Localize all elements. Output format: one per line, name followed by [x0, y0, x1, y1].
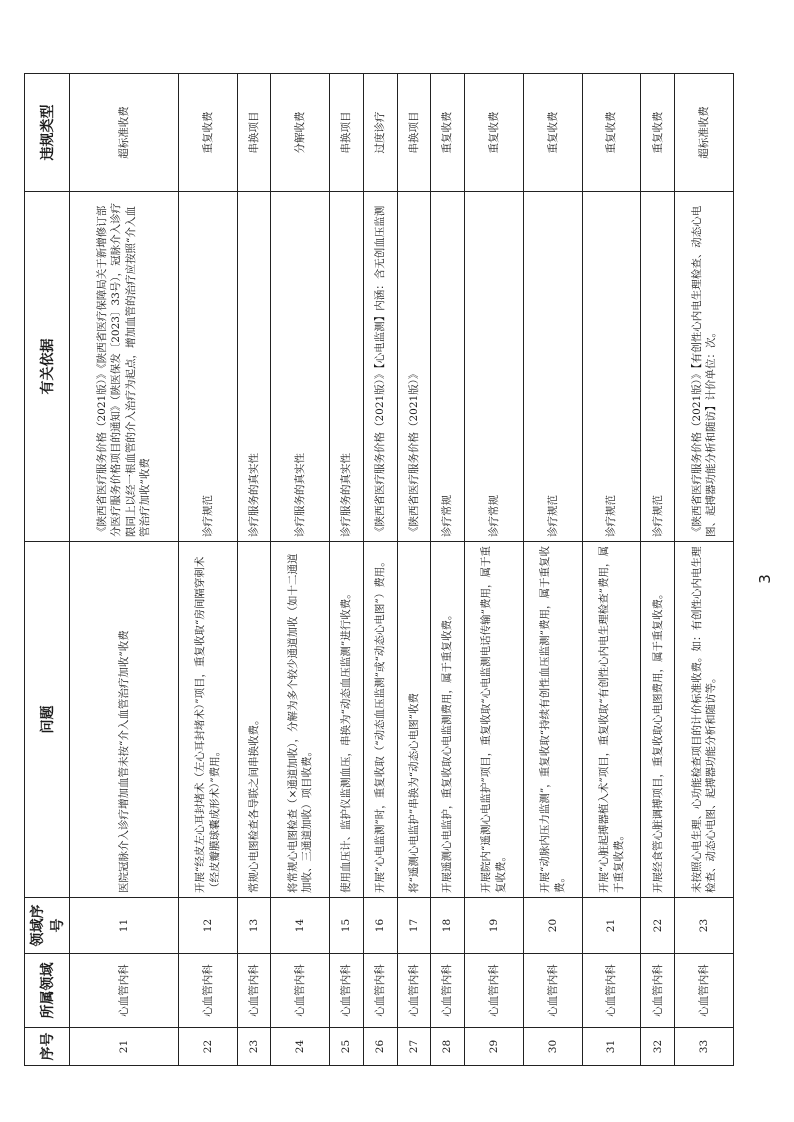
- row-issue: 开展“经皮左心耳封堵术（左心耳封堵术）”项目，重复收取“房间隔穿刺术（经皮瓣膜球囊成形术）”费用。: [178, 542, 237, 898]
- table-row: [397, 74, 431, 1066]
- row-index: 27: [397, 1028, 431, 1066]
- row-issue: 未按照心电生理、心功能检查项目的计价标准收费。如：有创性心内电生理检查、动态心电图、起搏器功能分析和随访等。: [675, 542, 734, 898]
- table-row: [363, 74, 397, 1066]
- row-domain: 心血管内科: [523, 954, 582, 1028]
- row-index: 28: [431, 1028, 465, 1066]
- row-domain-index: 15: [330, 898, 364, 954]
- table-row: [675, 74, 734, 1066]
- table-row: [582, 74, 641, 1066]
- header-domain: 所属领域: [25, 954, 70, 1028]
- table-row: [178, 74, 237, 1066]
- table-row: [70, 74, 179, 1066]
- row-basis: 诊疗服务的真实性: [237, 192, 271, 542]
- table-row: [237, 74, 271, 1066]
- row-domain: 心血管内科: [271, 954, 330, 1028]
- header-basis: 有关依据: [25, 192, 70, 542]
- row-basis: 诊疗规范: [582, 192, 641, 542]
- table-row: [271, 74, 330, 1066]
- row-basis: 诊疗规范: [641, 192, 675, 542]
- row-basis: 诊疗服务的真实性: [271, 192, 330, 542]
- row-basis: 《陕西省医疗服务价格（2021版）》: [397, 192, 431, 542]
- row-domain: 心血管内科: [397, 954, 431, 1028]
- row-violation-type: 重复收费: [641, 74, 675, 192]
- row-basis: 《陕西省医疗服务价格（2021版）》《陕西省医疗保障局关于新增修订部分医疗服务价格项目的通知》（陕医保发〔2023〕33号），冠脉介入诊疗限同上以经一根血管的介入治疗为起点，增加血管的治疗应按照“介入血管治疗加收”收费: [70, 192, 179, 542]
- row-domain: 心血管内科: [465, 954, 524, 1028]
- row-violation-type: 分解收费: [271, 74, 330, 192]
- row-index: 30: [523, 1028, 582, 1066]
- row-violation-type: 重复收费: [431, 74, 465, 192]
- row-index: 26: [363, 1028, 397, 1066]
- header-violation-type: 违规类型: [25, 74, 70, 192]
- row-violation-type: 超标准收费: [675, 74, 734, 192]
- row-domain-index: 19: [465, 898, 524, 954]
- row-domain-index: 23: [675, 898, 734, 954]
- header-domain-index: 领域序号: [25, 898, 70, 954]
- row-index: 32: [641, 1028, 675, 1066]
- row-domain: 心血管内科: [363, 954, 397, 1028]
- row-domain-index: 16: [363, 898, 397, 954]
- row-domain-index: 11: [70, 898, 179, 954]
- row-basis: 诊疗规范: [523, 192, 582, 542]
- table-row: [330, 74, 364, 1066]
- row-domain-index: 18: [431, 898, 465, 954]
- row-violation-type: 重复收费: [178, 74, 237, 192]
- header-index: 序号: [25, 1028, 70, 1066]
- row-domain: 心血管内科: [237, 954, 271, 1028]
- row-index: 22: [178, 1028, 237, 1066]
- row-basis: 诊疗常规: [431, 192, 465, 542]
- row-domain-index: 14: [271, 898, 330, 954]
- page-number: 3: [755, 574, 774, 584]
- table-row: [523, 74, 582, 1066]
- row-issue: 开展“动脉内压力监测”，重复收取“持续有创性血压监测”费用，属于重复收费。: [523, 542, 582, 898]
- row-violation-type: 串换项目: [397, 74, 431, 192]
- row-domain: 心血管内科: [330, 954, 364, 1028]
- row-index: 24: [271, 1028, 330, 1066]
- row-basis: 诊疗服务的真实性: [330, 192, 364, 542]
- table-row: [641, 74, 675, 1066]
- row-domain: 心血管内科: [675, 954, 734, 1028]
- row-basis: 诊疗规范: [178, 192, 237, 542]
- row-issue: 开展经食管心脏调搏项目，重复收取心电图费用，属于重复收费。: [641, 542, 675, 898]
- row-index: 31: [582, 1028, 641, 1066]
- header-issue: 问题: [25, 542, 70, 898]
- table-row: [465, 74, 524, 1066]
- row-violation-type: 重复收费: [465, 74, 524, 192]
- row-issue: 常规心电图检查各导联之间串换收费。: [237, 542, 271, 898]
- row-issue: 开展院内“遥测心电监护”项目，重复收取“心电监测电话传输”费用，属于重复收费。: [465, 542, 524, 898]
- row-domain-index: 12: [178, 898, 237, 954]
- row-issue: 开展“心电监测”时，重复收取（“动态血压监测”或“动态心电图”）费用。: [363, 542, 397, 898]
- rotated-table-wrapper: [24, 74, 734, 1066]
- table-header-row: [25, 74, 70, 1066]
- row-domain: 心血管内科: [582, 954, 641, 1028]
- row-domain-index: 13: [237, 898, 271, 954]
- row-violation-type: 超标准收费: [70, 74, 179, 192]
- row-domain-index: 22: [641, 898, 675, 954]
- row-domain: 心血管内科: [431, 954, 465, 1028]
- row-domain: 心血管内科: [641, 954, 675, 1028]
- row-issue: 将常规心电图检查（×通道加收），分解为多个较少通道加收（如十二通道加收、三通道加收）项目收费。: [271, 542, 330, 898]
- row-domain-index: 21: [582, 898, 641, 954]
- row-violation-type: 过度诊疗: [363, 74, 397, 192]
- row-violation-type: 串换项目: [237, 74, 271, 192]
- row-basis: 《陕西省医疗服务价格（2021版）》【心电监测】内涵：含无创血压监测: [363, 192, 397, 542]
- row-basis: 诊疗常规: [465, 192, 524, 542]
- row-issue: 将“遥测心电监护”串换为“动态心电图”收费: [397, 542, 431, 898]
- row-index: 21: [70, 1028, 179, 1066]
- row-index: 25: [330, 1028, 364, 1066]
- violations-table: [24, 73, 734, 1066]
- row-index: 29: [465, 1028, 524, 1066]
- row-violation-type: 重复收费: [582, 74, 641, 192]
- row-issue: 医院冠脉介入诊疗增加血管未按“介入血管治疗加收”收费: [70, 542, 179, 898]
- row-violation-type: 重复收费: [523, 74, 582, 192]
- row-index: 33: [675, 1028, 734, 1066]
- row-index: 23: [237, 1028, 271, 1066]
- table-row: [431, 74, 465, 1066]
- row-domain: 心血管内科: [70, 954, 179, 1028]
- row-domain: 心血管内科: [178, 954, 237, 1028]
- row-violation-type: 串换项目: [330, 74, 364, 192]
- row-issue: 开展遥测心电监护，重复收取心电监测费用，属于重复收费。: [431, 542, 465, 898]
- row-issue: 使用血压计、监护仪监测血压，串换为“动态血压监测”进行收费。: [330, 542, 364, 898]
- row-basis: 《陕西省医疗服务价格（2021版）》【有创性心内电生理检查、动态心电图、起搏器功能分析和随访】计价单位：次。: [675, 192, 734, 542]
- row-domain-index: 20: [523, 898, 582, 954]
- row-issue: 开展“心脏起搏器植入术”项目，重复收取“有创性心内电生理检查”费用，属于重复收费。: [582, 542, 641, 898]
- row-domain-index: 17: [397, 898, 431, 954]
